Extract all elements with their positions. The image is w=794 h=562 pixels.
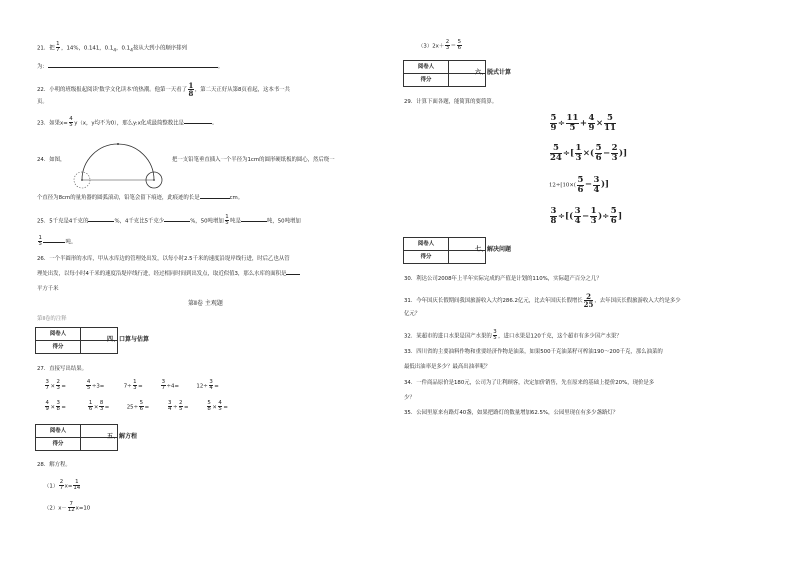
- disc-right-center: [153, 179, 155, 181]
- q28-eq3: （3）2x＋ $\frac{2}{3}$ ＝ $\frac{5}{6}$: [418, 39, 462, 52]
- q29-title: 29．计算下面各题，能简算的要简算。: [404, 99, 498, 105]
- section-4-title: 四、口算与估算: [107, 336, 150, 343]
- q29-expr2: $\frac{5}{24}$ ÷[ $\frac{1}{3}$ ×( $\frac{5}{6}$ − $\frac{2}{3}$ )]: [550, 143, 628, 163]
- part2-title: 第Ⅱ卷 主观题: [188, 300, 223, 307]
- q28-eq2: （2）x－ $\frac{7}{12}$ x=10: [44, 501, 91, 514]
- q21-answer-line[interactable]: 为： 。: [37, 64, 224, 70]
- q24-label: 24．如图，: [37, 157, 66, 163]
- disc-top: [117, 143, 119, 145]
- part2-note: 第Ⅱ卷的注释: [37, 316, 67, 322]
- q28-eq1: （1） $\frac{2}{7}$ x= $\frac{1}{14}$: [44, 479, 81, 492]
- q24-text: 把一支铅笔垂直插入一个半径为1cm的圆形硬纸板的圆心，然后绕一: [172, 157, 335, 163]
- section-7-title: 七、解决问题: [475, 246, 512, 253]
- q31: 31．今年国庆长假期间我国旅游收入大约286.2亿元，比去年国庆长假增长 $\frac{2}{25}$ ，去年国庆长假旅游收入大约是多少: [404, 292, 681, 309]
- score-box-6: 阅卷人 得分: [403, 60, 486, 87]
- q25-cont: $\frac{1}{5}$ 吨。: [38, 235, 77, 248]
- q29-expr3: 12÷[10×( $\frac{5}{6}$ − $\frac{3}{4}$ )]: [549, 175, 609, 195]
- q23: 23．如果x= $\frac{4}{5}$ y（x，y均不为0），那么y:x化成最简整数比是 。: [37, 116, 218, 129]
- protractor-arc: [82, 144, 154, 180]
- q34: 34．一件商品原价是180元，公司为了让利顾客，决定加价销售，先在原来的基础上提价20%，现价是多: [404, 380, 655, 386]
- q34-cont: 少？: [404, 395, 415, 401]
- q29-expr1: $\frac{5}{9}$ ÷ $\frac{11}{5}$ + $\frac{4}{9}$ × $\frac{5}{11}$: [550, 113, 616, 133]
- q26-cont2: 平方千米: [37, 286, 59, 292]
- q24-cont: 个直径为8cm的量角器的圆弧滚动，铅笔会留下痕迹，此痕迹的长是 cm。: [37, 195, 244, 201]
- q27-row1: $\frac{3}{7}$ × $\frac{2}{3}$ = $\frac{4}{5}$ ÷3= 7÷ $\frac{1}{3}$ = $\frac{3}{7}$ ÷4= 12÷ $\frac{3}{4}$ =: [45, 379, 219, 392]
- score-box-7: 阅卷人 得分: [403, 237, 486, 264]
- q22-cont: 页。: [37, 99, 48, 105]
- q35: 35．公园里原来有路灯40盏，如果把路灯的数量增加62.5%，公园里现在有多少盏路灯？: [404, 410, 619, 416]
- score-box-4: 阅卷人 得分: [35, 327, 118, 354]
- q30: 30．利达公司2008年上半年实际完成的产值是计划的110%，实际超产百分之几？: [404, 276, 602, 282]
- q33-cont: 最低出油率是多少？最高出油率呢？: [404, 364, 491, 370]
- q27-title: 27．直接写出结果。: [37, 366, 87, 372]
- q26-cont: 理处出发，以每小时4千米的速度沿堤岸线行进，经过相同时间到出发点，取近似值3，那么水库的面积是: [37, 271, 300, 277]
- section-5-title: 五、解方程: [107, 433, 138, 440]
- q32: 32．某超市的进口水果是国产水果的 $\frac{3}{5}$ ，进口水果是120千克，这个超市有多少国产水果？: [404, 329, 622, 342]
- q25: 25．5千克是4千克的 %，4千克比5千克少 %，50吨增加 $\frac{1}{5}$ 吨是 吨，50吨增加: [37, 214, 301, 227]
- score-box-5: 阅卷人 得分: [35, 424, 118, 451]
- q27-row2: $\frac{4}{9}$ × $\frac{3}{8}$ = $\frac{1}{6}$ × $\frac{8}{3}$ = 25÷ $\frac{5}{6}$ = $\frac{3}{4}$ ÷ $\frac{2}{5}$ = $\frac{5}{8}$ × $\frac{4}{5}$ =: [45, 400, 228, 413]
- q29-expr4: $\frac{3}{8}$ ÷[( $\frac{3}{4}$ − $\frac{1}{3}$ )÷ $\frac{5}{6}$ ]: [550, 206, 623, 226]
- section-6-title: 六、脱式计算: [475, 69, 512, 76]
- protractor-figure: [70, 140, 166, 192]
- q22: 22．小明的班级报起阅读'数学文化读本'的热潮。他第一天看了 $\frac{1}{8}$ ，第二天正好从第8页看起，这本书一共: [37, 81, 290, 98]
- q31-cont: 亿元？: [404, 311, 421, 317]
- q28-title: 28．解方程。: [37, 462, 71, 468]
- disc-left-center: [81, 179, 83, 181]
- q26: 26．一个半圆形的水库，甲从水库边的管理处出发，以每小时2.5千米的速度沿堤岸线行进，时后乙也从管: [37, 256, 290, 262]
- q21: 21．把 $\frac{1}{7}$ ，14%，0.141，$0.1_4$，$0.1_4$按从大到小的顺序排列: [37, 41, 187, 54]
- q33: 33．四川省的主要油料作物和重要经济作物是油菜，如果500千克油菜籽可榨油190～200千克，那么油菜的: [404, 349, 663, 355]
